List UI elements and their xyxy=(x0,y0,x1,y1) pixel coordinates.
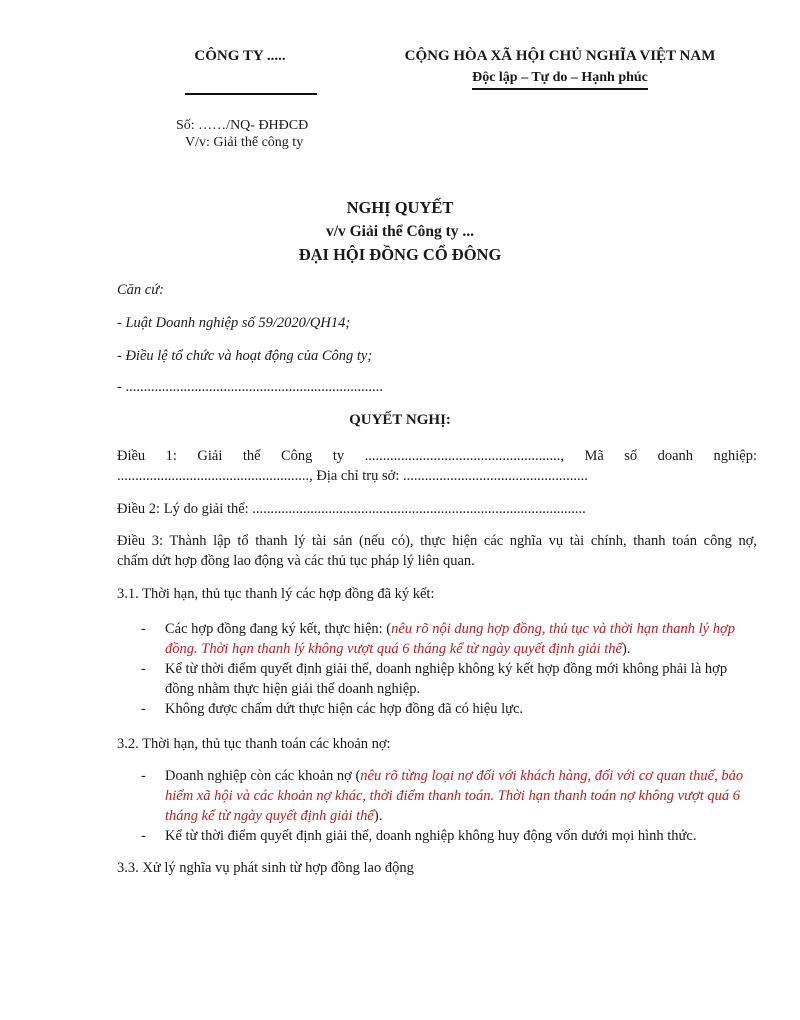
motto-text: Độc lập – Tự do – Hạnh phúc xyxy=(472,70,648,90)
basis-item: - Luật Doanh nghiệp số 59/2020/QH14; xyxy=(117,315,351,331)
document-subtitle: v/v Giải thể Công ty ... xyxy=(325,223,475,240)
basis-heading: Căn cứ: xyxy=(117,282,164,298)
basis-item: - Điều lệ tổ chức và hoạt động của Công ty; xyxy=(117,348,373,364)
document-number: Số: ……/NQ- ĐHĐCĐ xyxy=(176,118,309,133)
document-title: NGHỊ QUYẾT xyxy=(346,198,454,217)
section-3-1-heading: 3.1. Thời hạn, thủ tục thanh lý các hợp đồng đã ký kết: xyxy=(117,586,435,602)
section-3-1-list xyxy=(137,619,757,719)
article-1-line-2: ....................................................., Địa chỉ trụ sở: ................................................... xyxy=(117,468,588,484)
guidance-note: nêu rõ từng loại nợ đối với khách hàng, đối với cơ quan thuế, bảo hiểm xã hội và các khoản nợ khác, thời điểm thanh toán. Thời hạn thanh toán nợ không vượt quá 6 tháng kể từ ngày quyết định giải thể xyxy=(165,768,744,824)
article-2: Điều 2: Lý do giải thể: ............................................................................................ xyxy=(117,501,586,517)
list-item: - Các hợp đồng đang ký kết, thực hiện: (nêu rõ nội dung hợp đồng, thủ tục và thời hạn thanh lý hợp đồng. Thời hạn thanh lý không vượt quá 6 tháng kể từ ngày quyết định giải thể). xyxy=(137,619,757,659)
guidance-note: nêu rõ nội dung hợp đồng, thủ tục và thời hạn thanh lý hợp đồng. Thời hạn thanh lý không vượt quá 6 tháng kể từ ngày quyết định giải thể xyxy=(165,621,735,657)
national-motto xyxy=(380,70,740,90)
decision-heading: QUYẾT NGHỊ: xyxy=(349,412,451,428)
article-3-line-2: chấm dứt hợp đồng lao động và các thủ tục pháp lý liên quan. xyxy=(117,553,475,569)
issuing-body: ĐẠI HỘI ĐỒNG CỔ ĐÔNG xyxy=(298,245,502,264)
section-3-3-heading: 3.3. Xử lý nghĩa vụ phát sinh từ hợp đồng lao động xyxy=(117,860,414,876)
section-3-2-list xyxy=(137,766,757,846)
list-item: - Kể từ thời điểm quyết định giải thể, doanh nghiệp không huy động vốn dưới mọi hình thức. xyxy=(137,826,757,846)
company-underline xyxy=(185,93,317,95)
article-3-line-1: Điều 3: Thành lập tổ thanh lý tài sản (nếu có), thực hiện các nghĩa vụ tài chính, thanh toán công nợ, xyxy=(117,533,757,549)
article-1-line-1: Điều 1: Giải thể Công ty ......................................................, Mã số doanh nghiệp: xyxy=(117,448,757,464)
company-name: CÔNG TY ..... xyxy=(194,48,286,64)
list-item: - Không được chấm dứt thực hiện các hợp đồng đã có hiệu lực. xyxy=(137,699,757,719)
basis-item: - ....................................................................... xyxy=(117,379,383,395)
document-subject: V/v: Giải thể công ty xyxy=(185,135,304,150)
national-title: CỘNG HÒA XÃ HỘI CHỦ NGHĨA VIỆT NAM xyxy=(404,48,716,64)
list-item: - Doanh nghiệp còn các khoản nợ (nêu rõ từng loại nợ đối với khách hàng, đối với cơ quan thuế, bảo hiểm xã hội và các khoản nợ khác, thời điểm thanh toán. Thời hạn thanh toán nợ không vượt quá 6 tháng kể từ ngày quyết định giải thể). xyxy=(137,766,757,826)
section-3-2-heading: 3.2. Thời hạn, thủ tục thanh toán các khoản nợ: xyxy=(117,736,391,752)
list-item: - Kể từ thời điểm quyết định giải thể, doanh nghiệp không ký kết hợp đồng mới không phải là hợp đồng nhằm thực hiện giải thể doanh nghiệp. xyxy=(137,659,757,699)
